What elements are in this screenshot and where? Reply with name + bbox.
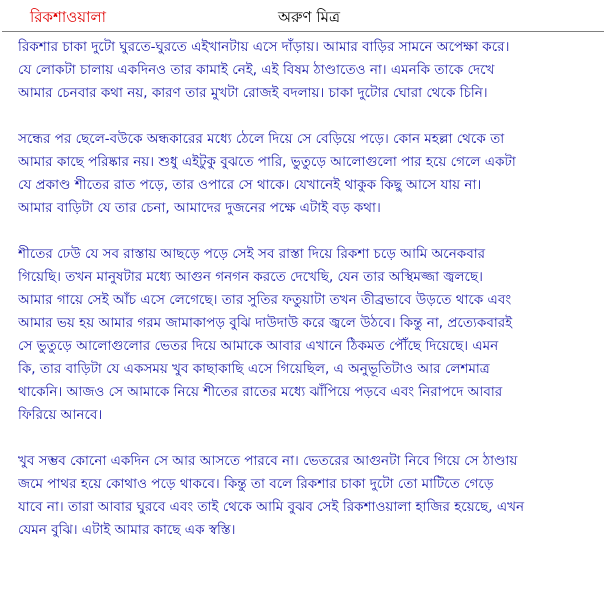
poem-line: থাকেনি। আজও সে আমাকে নিয়ে শীতের রাতের মধ্যে ঝাঁপিয়ে পড়বে এবং নিরাপদে আবার [18, 384, 503, 400]
poem-line: আমার কাছে পরিষ্কার নয়। শুধু এইটুকু বুঝতে পারি, ভুতুড়ে আলোগুলো পার হয়ে গেলে একটা [18, 154, 516, 170]
stanza-2 [18, 128, 604, 220]
poem-line: সন্ধের পর ছেলে-বউকে অন্ধকারের মধ্যে ঠেলে দিয়ে সে বেড়িয়ে পড়ে। কোন মহল্লা থেকে তা [18, 131, 505, 147]
poem-line: আমার বাড়িটা যে তার চেনা, আমাদের দুজনের পক্ষে এটাই বড় কথা। [18, 200, 381, 216]
poem-line: আমার গায়ে সেই আঁচ এসে লেগেছে। তার সুতির ফতুয়াটা তখন তীব্রভাবে উড়তে থাকে এবং [18, 292, 512, 308]
author-name: অরুণ মিত্র [278, 8, 340, 26]
poem-body [18, 36, 604, 565]
poem-line: গিয়েছি। তখন মানুষটার মধ্যে আগুন গনগন করতে দেখেছি, যেন তার অস্থিমজ্জা জ্বলছে। [18, 269, 483, 285]
page-header [0, 0, 606, 36]
poem-line: ফিরিয়ে আনবে। [18, 407, 103, 423]
stanza-3 [18, 243, 604, 427]
poem-line: যেমন বুঝি। এটাই আমার কাছে এক স্বস্তি। [18, 522, 236, 538]
poem-title: রিকশাওয়ালা [30, 8, 107, 26]
poem-line: যে লোকটা চালায় একদিনও তার কামাই নেই, এই বিষম ঠাণ্ডাতেও না। এমনকি তাকে দেখে [18, 62, 495, 78]
poem-line: শীতের ঢেউ যে সব রাস্তায় আছড়ে পড়ে সেই সব রাস্তা দিয়ে রিকশা চড়ে আমি অনেকবার [18, 246, 486, 262]
poem-line: জমে পাথর হয়ে কোথাও পড়ে থাকবে। কিন্তু তা বলে রিকশার চাকা দুটো তো মাটিতে গেড়ে [18, 476, 494, 492]
stanza-4 [18, 450, 604, 542]
poem-line: আমার ভয় হয় আমার গরম জামাকাপড় বুঝি দাউদাউ করে জ্বলে উঠবে। কিন্তু না, প্রত্যেকবারই [18, 315, 513, 331]
poem-line: রিকশার চাকা দুটো ঘুরতে-ঘুরতে এইখানটায় এসে দাঁড়ায়। আমার বাড়ির সামনে অপেক্ষা করে। [18, 39, 510, 55]
poem-line: আমার চেনবার কথা নয়, কারণ তার মুখটা রোজই বদলায়। চাকা দুটোর ঘোরা থেকে চিনি। [18, 85, 488, 101]
poem-line: যে প্রকাণ্ড শীতের রাত পড়ে, তার ওপারে সে থাকে। যেখানেই থাকুক কিছু আসে যায় না। [18, 177, 482, 193]
header-divider [2, 31, 604, 32]
poem-line: কি, তার বাড়িটা যে একসময় খুব কাছাকাছি এসে গিয়েছিল, এ অনুভূতিটাও আর লেশমাত্র [18, 361, 490, 377]
poem-line: সে ভুতুড়ে আলোগুলোর ভেতর দিয়ে আমাকে আবার এখানে ঠিকমত পৌঁছে দিয়েছে। এমন [18, 338, 499, 354]
stanza-1 [18, 36, 604, 105]
poem-line: খুব সম্ভব কোনো একদিন সে আর আসতে পারবে না। ভেতরের আগুনটা নিবে গিয়ে সে ঠাণ্ডায় [18, 453, 518, 469]
poem-line: যাবে না। তারা আবার ঘুরবে এবং তাই থেকে আমি বুঝব সেই রিকশাওয়ালা হাজির হয়েছে, এখন [18, 499, 525, 515]
